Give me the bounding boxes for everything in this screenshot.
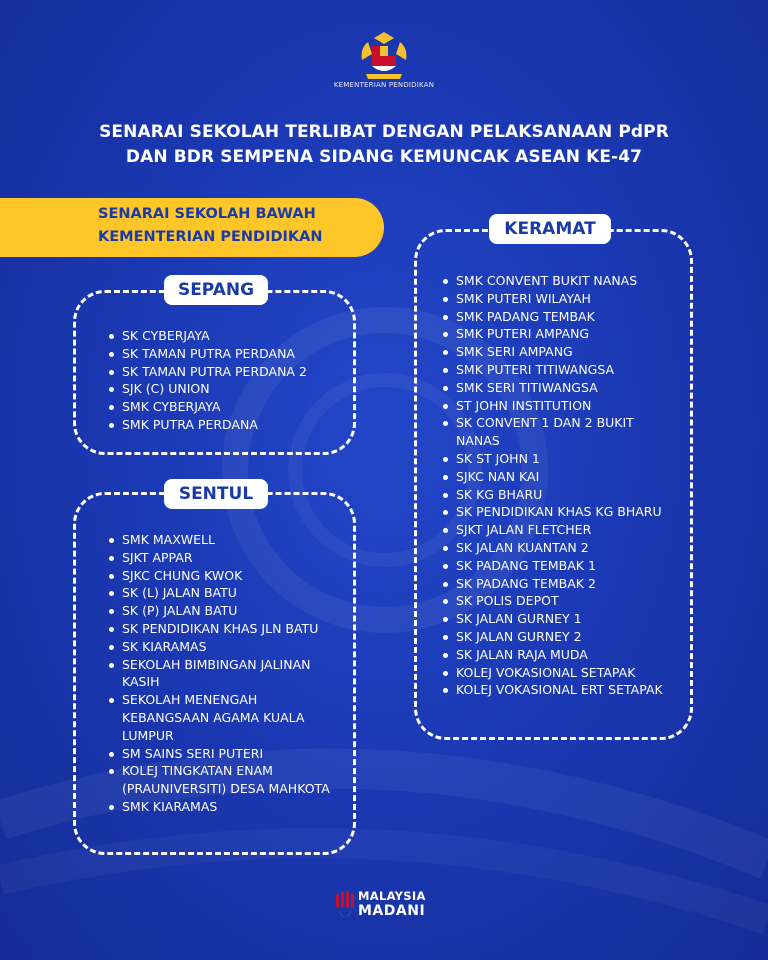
- ministry-schools-banner: [0, 198, 384, 257]
- list-item: SJKT APPAR: [107, 549, 347, 567]
- ministry-name: KEMENTERIAN PENDIDIKAN: [333, 81, 435, 89]
- list-item: SK PADANG TEMBAK 2: [441, 575, 681, 593]
- list-item: SK CONVENT 1 DAN 2 BUKIT NANAS: [441, 414, 681, 450]
- list-item: SMK CYBERJAYA: [107, 398, 347, 416]
- list-item: SK TAMAN PUTRA PERDANA 2: [107, 363, 347, 381]
- sentul-label: SENTUL: [164, 479, 268, 509]
- list-item: SJK (C) UNION: [107, 380, 347, 398]
- list-item: SMK PADANG TEMBAK: [441, 308, 681, 326]
- list-item: SK JALAN KUANTAN 2: [441, 539, 681, 557]
- list-item: SM SAINS SERI PUTERI: [107, 745, 347, 763]
- keramat-label: KERAMAT: [489, 214, 611, 244]
- list-item: SMK CONVENT BUKIT NANAS: [441, 272, 681, 290]
- list-item: SMK KIARAMAS: [107, 798, 347, 816]
- page-title-line-1: SENARAI SEKOLAH TERLIBAT DENGAN PELAKSANAAN PdPR: [99, 122, 669, 142]
- list-item: SMK PUTERI AMPANG: [441, 325, 681, 343]
- list-item: SMK PUTERI WILAYAH: [441, 290, 681, 308]
- list-item: SMK SERI TITIWANGSA: [441, 379, 681, 397]
- list-item: SMK MAXWELL: [107, 531, 347, 549]
- list-item: SK PENDIDIKAN KHAS JLN BATU: [107, 620, 347, 638]
- list-item: SJKC NAN KAI: [441, 468, 681, 486]
- list-item: SJKC CHUNG KWOK: [107, 567, 347, 585]
- list-item: SMK SERI AMPANG: [441, 343, 681, 361]
- list-item: KOLEJ VOKASIONAL ERT SETAPAK: [441, 681, 681, 699]
- list-item: SK PENDIDIKAN KHAS KG BHARU: [441, 503, 681, 521]
- list-item: SK (L) JALAN BATU: [107, 584, 347, 602]
- list-item: SK POLIS DEPOT: [441, 592, 681, 610]
- madani-mark-icon: [334, 890, 356, 922]
- list-item: SK ST JOHN 1: [441, 450, 681, 468]
- sepang-school-list: [107, 327, 347, 434]
- list-item: KOLEJ VOKASIONAL SETAPAK: [441, 664, 681, 682]
- footer-line-2: MADANI: [358, 903, 426, 919]
- list-item: SEKOLAH BIMBINGAN JALINAN KASIH: [107, 656, 347, 692]
- page-title: [0, 120, 768, 170]
- list-item: SMK PUTERI TITIWANGSA: [441, 361, 681, 379]
- list-item: KOLEJ TINGKATAN ENAM (PRAUNIVERSITI) DESA MAHKOTA: [107, 762, 347, 798]
- page-title-line-2: DAN BDR SEMPENA SIDANG KEMUNCAK ASEAN KE-47: [125, 147, 643, 167]
- list-item: SK JALAN RAJA MUDA: [441, 646, 681, 664]
- sepang-label: SEPANG: [164, 275, 268, 305]
- list-item: SK JALAN GURNEY 1: [441, 610, 681, 628]
- list-item: SK JALAN GURNEY 2: [441, 628, 681, 646]
- list-item: SK PADANG TEMBAK 1: [441, 557, 681, 575]
- list-item: ST JOHN INSTITUTION: [441, 397, 681, 415]
- sentul-school-list: [107, 531, 347, 816]
- list-item: SK TAMAN PUTRA PERDANA: [107, 345, 347, 363]
- footer-line-1: MALAYSIA: [358, 889, 426, 903]
- list-item: SJKT JALAN FLETCHER: [441, 521, 681, 539]
- list-item: SK (P) JALAN BATU: [107, 602, 347, 620]
- malaysia-madani-logo: [334, 886, 444, 926]
- coat-of-arms-icon: [352, 30, 416, 86]
- list-item: SK KG BHARU: [441, 486, 681, 504]
- list-item: SK KIARAMAS: [107, 638, 347, 656]
- keramat-school-list: [441, 272, 681, 699]
- list-item: SK CYBERJAYA: [107, 327, 347, 345]
- list-item: SEKOLAH MENENGAH KEBANGSAAN AGAMA KUALA LUMPUR: [107, 691, 347, 744]
- banner-line-2: KEMENTERIAN PENDIDIKAN: [98, 229, 323, 245]
- list-item: SMK PUTRA PERDANA: [107, 416, 347, 434]
- banner-line-1: SENARAI SEKOLAH BAWAH: [98, 206, 316, 222]
